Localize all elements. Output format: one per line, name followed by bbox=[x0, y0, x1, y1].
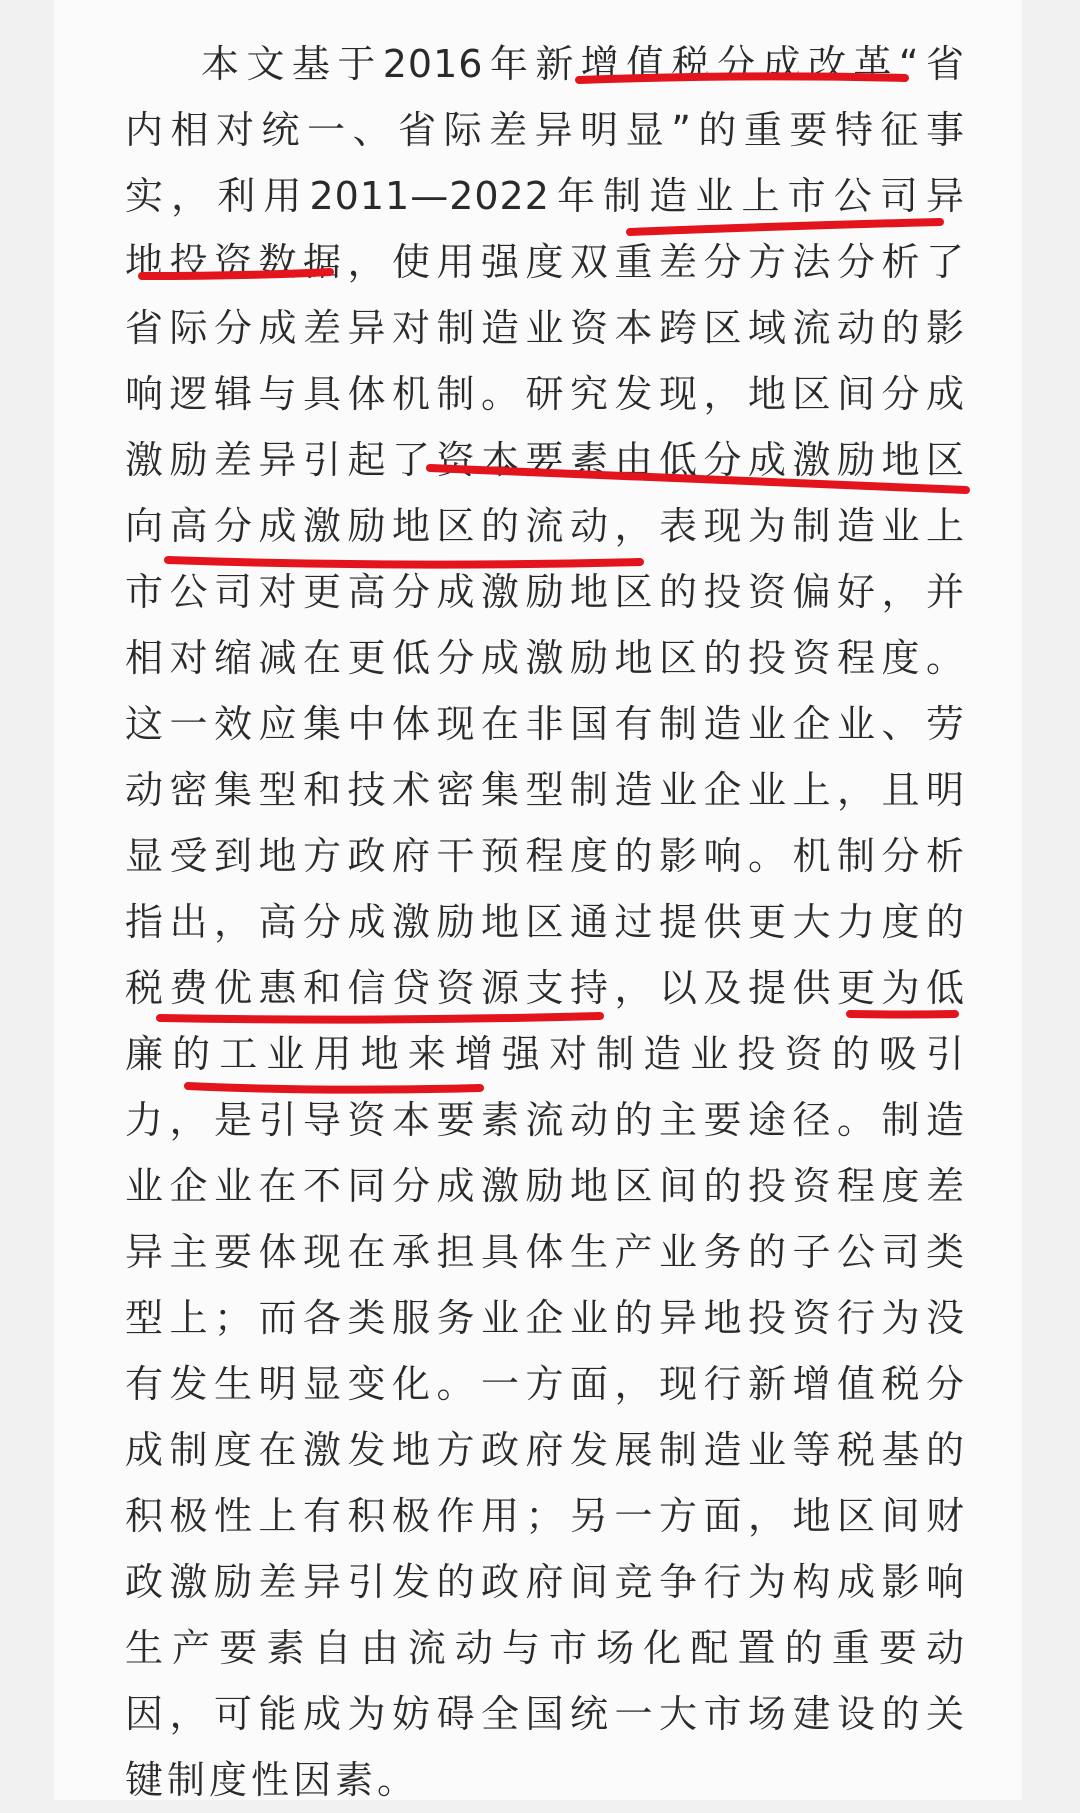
article-page bbox=[54, 0, 1022, 1800]
text-line: 异主要体现在承担具体生产业务的子公司类 bbox=[125, 1230, 965, 1274]
text-line: 有发生明显变化。一方面，现行新增值税分 bbox=[125, 1362, 965, 1406]
article-text bbox=[125, 31, 965, 1813]
text-line: 这一效应集中体现在非国有制造业企业、劳 bbox=[125, 702, 965, 746]
text-line: 因，可能成为妨碍全国统一大市场建设的关 bbox=[125, 1692, 965, 1736]
text-line: 廉的工业用地来增强对制造业投资的吸引 bbox=[125, 1032, 965, 1076]
text-line: 向高分成激励地区的流动，表现为制造业上 bbox=[125, 504, 965, 548]
text-line: 生产要素自由流动与市场化配置的重要动 bbox=[125, 1626, 965, 1670]
text-line: 政激励差异引发的政府间竞争行为构成影响 bbox=[125, 1560, 965, 1604]
text-line: 响逻辑与具体机制。研究发现，地区间分成 bbox=[125, 372, 965, 416]
text-line: 显受到地方政府干预程度的影响。机制分析 bbox=[125, 834, 965, 878]
text-line: 动密集型和技术密集型制造业企业上，且明 bbox=[125, 768, 965, 812]
text-line: 相对缩减在更低分成激励地区的投资程度。 bbox=[125, 636, 965, 680]
text-line: 本文基于2016年新增值税分成改革“省 bbox=[201, 42, 965, 86]
text-line: 税费优惠和信贷资源支持，以及提供更为低 bbox=[125, 966, 965, 1010]
text-line: 地投资数据，使用强度双重差分方法分析了 bbox=[125, 240, 965, 284]
text-line: 型上；而各类服务业企业的异地投资行为没 bbox=[125, 1296, 965, 1340]
text-line: 成制度在激发地方政府发展制造业等税基的 bbox=[125, 1428, 965, 1472]
text-line: 省际分成差异对制造业资本跨区域流动的影 bbox=[125, 306, 965, 350]
text-line: 激励差异引起了资本要素由低分成激励地区 bbox=[125, 438, 965, 482]
text-line: 键制度性因素。 bbox=[125, 1758, 420, 1802]
text-line: 内相对统一、省际差异明显”的重要特征事 bbox=[125, 108, 965, 152]
text-line: 力，是引导资本要素流动的主要途径。制造 bbox=[125, 1098, 965, 1142]
text-line: 市公司对更高分成激励地区的投资偏好，并 bbox=[125, 570, 965, 614]
text-line: 实，利用2011—2022年制造业上市公司异 bbox=[125, 174, 965, 218]
text-line: 积极性上有积极作用；另一方面，地区间财 bbox=[125, 1494, 965, 1538]
text-line: 业企业在不同分成激励地区间的投资程度差 bbox=[125, 1164, 965, 1208]
text-line: 指出，高分成激励地区通过提供更大力度的 bbox=[125, 900, 965, 944]
